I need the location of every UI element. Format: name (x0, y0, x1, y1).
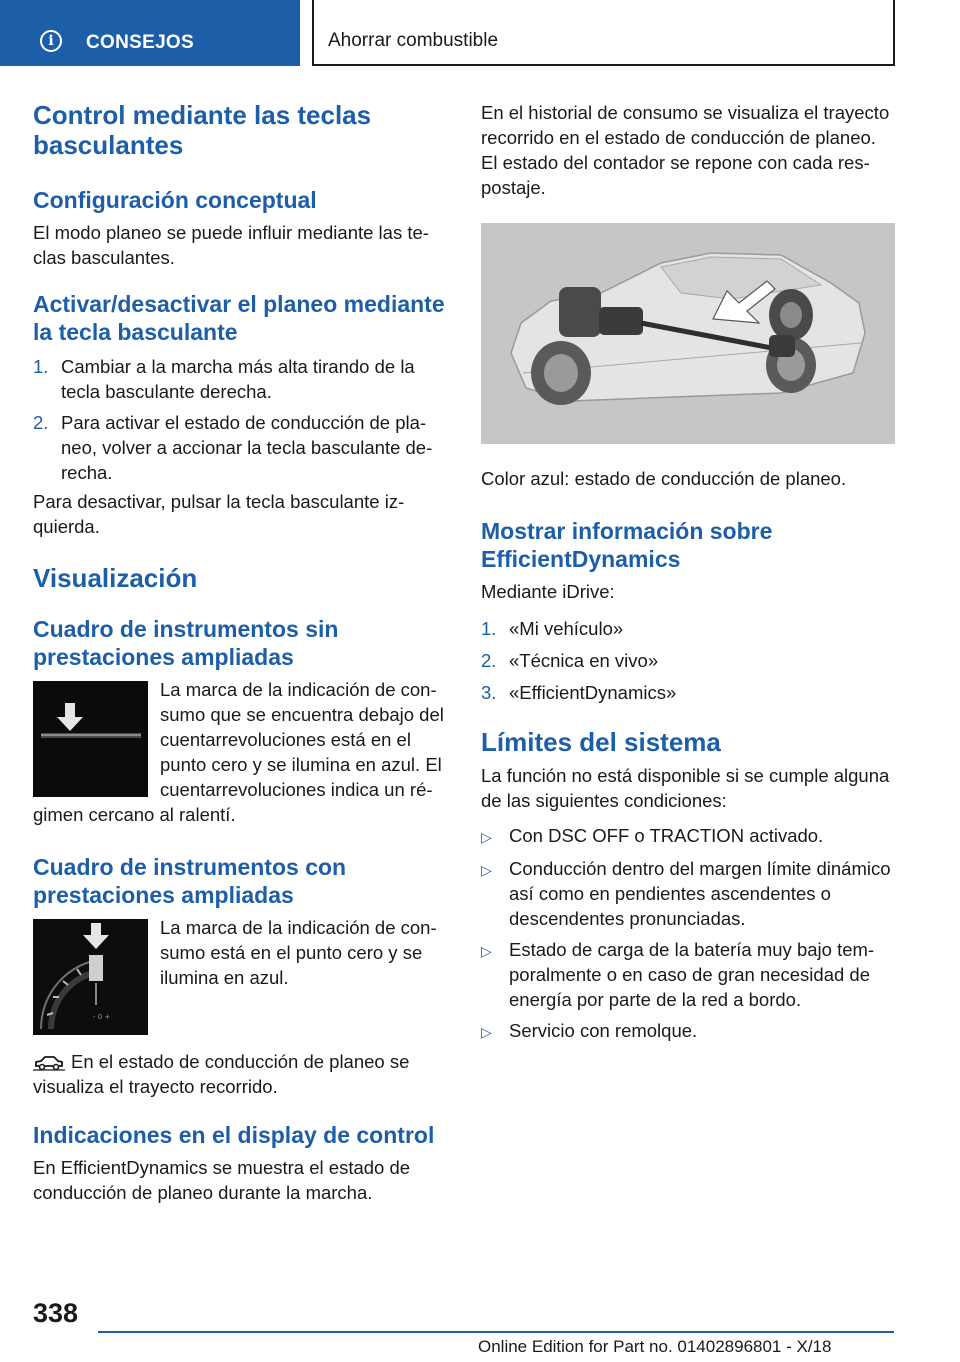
text-trayecto: En el estado de conducción de planeo se visualiza el trayecto recorrido. (33, 1051, 410, 1097)
footer-divider (98, 1331, 894, 1333)
edition-text: Online Edition for Part no. 01402896801 - X/18 (478, 1337, 832, 1356)
heading-mostrar: Mostrar información sobre EfficientDynamics (481, 518, 773, 572)
list-item (481, 856, 897, 931)
heading-con-prestaciones: Cuadro de instrumentos con prestaciones ampliadas (33, 854, 347, 908)
heading-activar: Activar/desactivar el planeo mediante la tecla basculante (33, 291, 445, 345)
instrument-cluster-basic-image (33, 681, 148, 797)
step-number: 2. (33, 412, 49, 433)
heading-limites: Límites del sistema (481, 727, 721, 757)
section-label: CONSEJOS (86, 32, 194, 53)
info-icon: i (40, 30, 62, 52)
block-con-prestaciones (33, 915, 448, 1049)
condition-text: Estado de carga de la batería muy bajo temporalmente o en caso de gran necesidad de energía por parte de la red a bordo. (509, 939, 875, 1010)
list-item (481, 937, 897, 1012)
triangle-bullet-icon: ▷ (481, 943, 492, 959)
list-item (481, 680, 897, 705)
paragraph-con-prestaciones: La marca de la indicación de consumo está en el punto cero y se ilumina en azul. (160, 917, 437, 988)
heading-control: Control mediante las teclas basculantes (33, 100, 372, 160)
paragraph-display: En EfficientDynamics se muestra el estado de conducción de planeo durante la marcha. (33, 1157, 411, 1203)
step-text: Para activar el estado de conducción de planeo, volver a accionar la tecla basculante derecha. (61, 412, 433, 483)
heading-configuracion: Configuración conceptual (33, 187, 317, 213)
step-number: 3. (481, 682, 497, 703)
activation-steps (33, 354, 448, 485)
paragraph-idrive: Mediante iDrive: (481, 581, 615, 602)
triangle-bullet-icon: ▷ (481, 1024, 492, 1040)
menu-steps (481, 616, 897, 705)
list-item (33, 354, 448, 404)
paragraph-trayecto (33, 1049, 448, 1099)
coasting-car-icon (33, 1052, 65, 1070)
list-item (33, 410, 448, 485)
left-column (33, 100, 448, 1205)
step-number: 1. (33, 356, 49, 377)
figure-caption: Color azul: estado de conducción de planeo. (481, 468, 847, 489)
car-drivetrain-image (481, 223, 895, 444)
section-tab[interactable] (0, 0, 300, 66)
condition-text: Conducción dentro del margen límite dinámico así como en pendientes ascendentes o descendentes pronunciadas. (509, 858, 891, 929)
paragraph-configuracion: El modo planeo se puede influir mediante las teclas basculantes. (33, 222, 429, 268)
right-column (481, 100, 897, 1051)
heading-display: Indicaciones en el display de control (33, 1122, 435, 1148)
page-number: 338 (33, 1298, 79, 1328)
menu-path-efficientdynamics: «EfficientDynamics» (509, 682, 677, 703)
heading-sin-prestaciones: Cuadro de instrumentos sin prestaciones ampliadas (33, 616, 339, 670)
paragraph-sin-prestaciones: La marca de la indicación de consumo que se encuentra debajo del cuentarrevoluciones está en el punto cero y se ilumina en azul. El cuentarrevoluciones indica un régimen cercano al ralentí. (33, 679, 444, 825)
chapter-header (312, 0, 895, 66)
condition-text: Servicio con remolque. (509, 1020, 698, 1041)
list-item (481, 616, 897, 641)
step-number: 1. (481, 618, 497, 639)
triangle-bullet-icon: ▷ (481, 862, 492, 878)
paragraph-limites: La función no está disponible si se cumple alguna de las siguientes condiciones: (481, 765, 890, 811)
conditions-list (481, 823, 897, 1045)
step-text: Cambiar a la marcha más alta tirando de la tecla basculante derecha. (61, 356, 415, 402)
list-item (481, 1018, 897, 1045)
condition-text: Con DSC OFF o TRACTION activado. (509, 825, 824, 846)
step-number: 2. (481, 650, 497, 671)
list-item (481, 648, 897, 673)
paragraph-historial: En el historial de consumo se visualiza el trayecto recorrido en el estado de conducción de planeo. El estado del contador se repone con cada respostaje. (481, 102, 890, 198)
menu-path-tecnica-en-vivo: «Técnica en vivo» (509, 650, 659, 671)
list-item (481, 823, 897, 850)
triangle-bullet-icon: ▷ (481, 829, 492, 845)
paragraph-desactivar: Para desactivar, pulsar la tecla basculante izquierda. (33, 491, 405, 537)
chapter-title: Ahorrar combustible (328, 30, 499, 51)
block-sin-prestaciones (33, 677, 448, 827)
menu-path-mi-vehiculo: «Mi vehículo» (509, 618, 624, 639)
heading-visualizacion: Visualización (33, 563, 198, 593)
instrument-cluster-advanced-image (33, 919, 148, 1035)
svg-text:- 0 +: - 0 + (93, 1013, 111, 1021)
